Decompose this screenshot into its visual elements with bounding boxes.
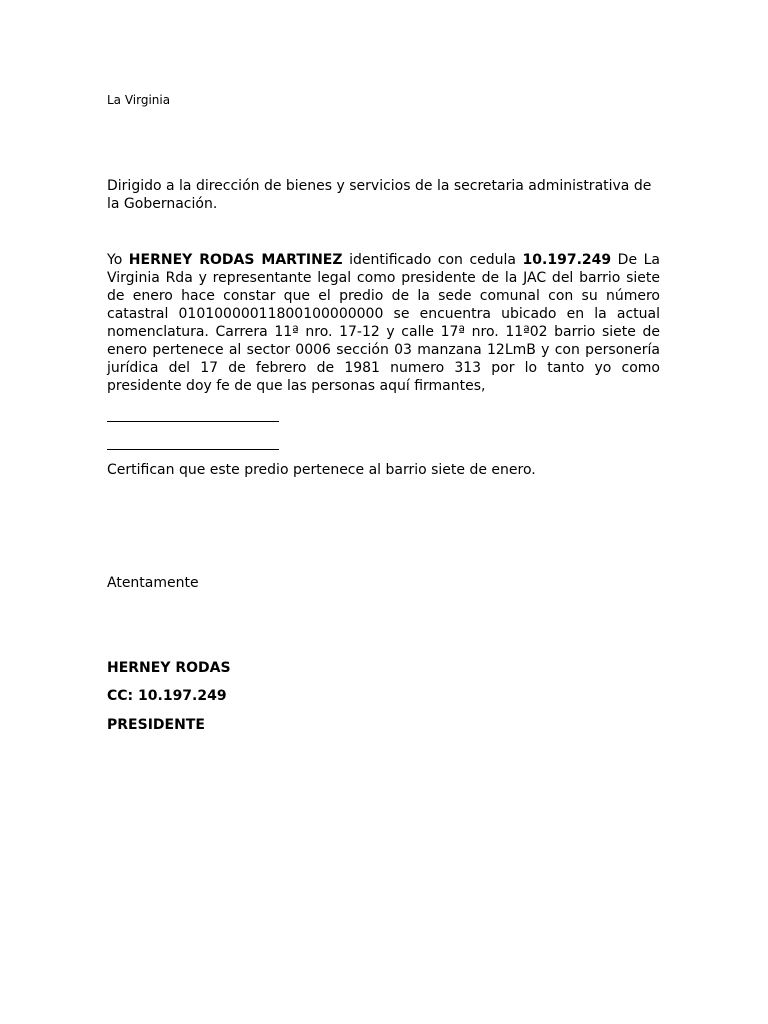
signer-role: PRESIDENTE: [107, 717, 205, 733]
body-paragraph: [107, 251, 660, 395]
body-yo: Yo: [107, 252, 129, 268]
addressee-paragraph: Dirigido a la dirección de bienes y servicios de la secretaria administrativa de la Gobernación.: [107, 178, 652, 212]
signer-cc: CC: 10.197.249: [107, 688, 227, 704]
body-rest: De La Virginia Rda y representante legal como presidente de la JAC del barrio siete de enero hace constar que el predio de la sede comunal con su número catastral 01010000011800100000000 se encuentra ubicado en la actual nomenclatura. Carrera 11ª nro. 17-12 y calle 17ª nro. 11ª02 barrio siete de enero pertenece al sector 0006 sección 03 manzana 12LmB y con personería jurídica del 17 de febrero de 1981 numero 313 por lo tanto yo como presidente doy fe de que las personas aquí firmantes,: [107, 252, 660, 394]
city-header: La Virginia: [107, 93, 171, 107]
certify-paragraph: Certifican que este predio pertenece al barrio siete de enero.: [107, 462, 536, 478]
signature-line-1: [107, 421, 279, 422]
body-cedula: 10.197.249: [522, 252, 612, 268]
body-name: HERNEY RODAS MARTINEZ: [128, 252, 343, 268]
body-ident: identificado con cedula: [342, 252, 523, 268]
signature-line-2: [107, 449, 279, 450]
closing-text: Atentamente: [107, 575, 199, 591]
signer-name: HERNEY RODAS: [107, 660, 231, 676]
